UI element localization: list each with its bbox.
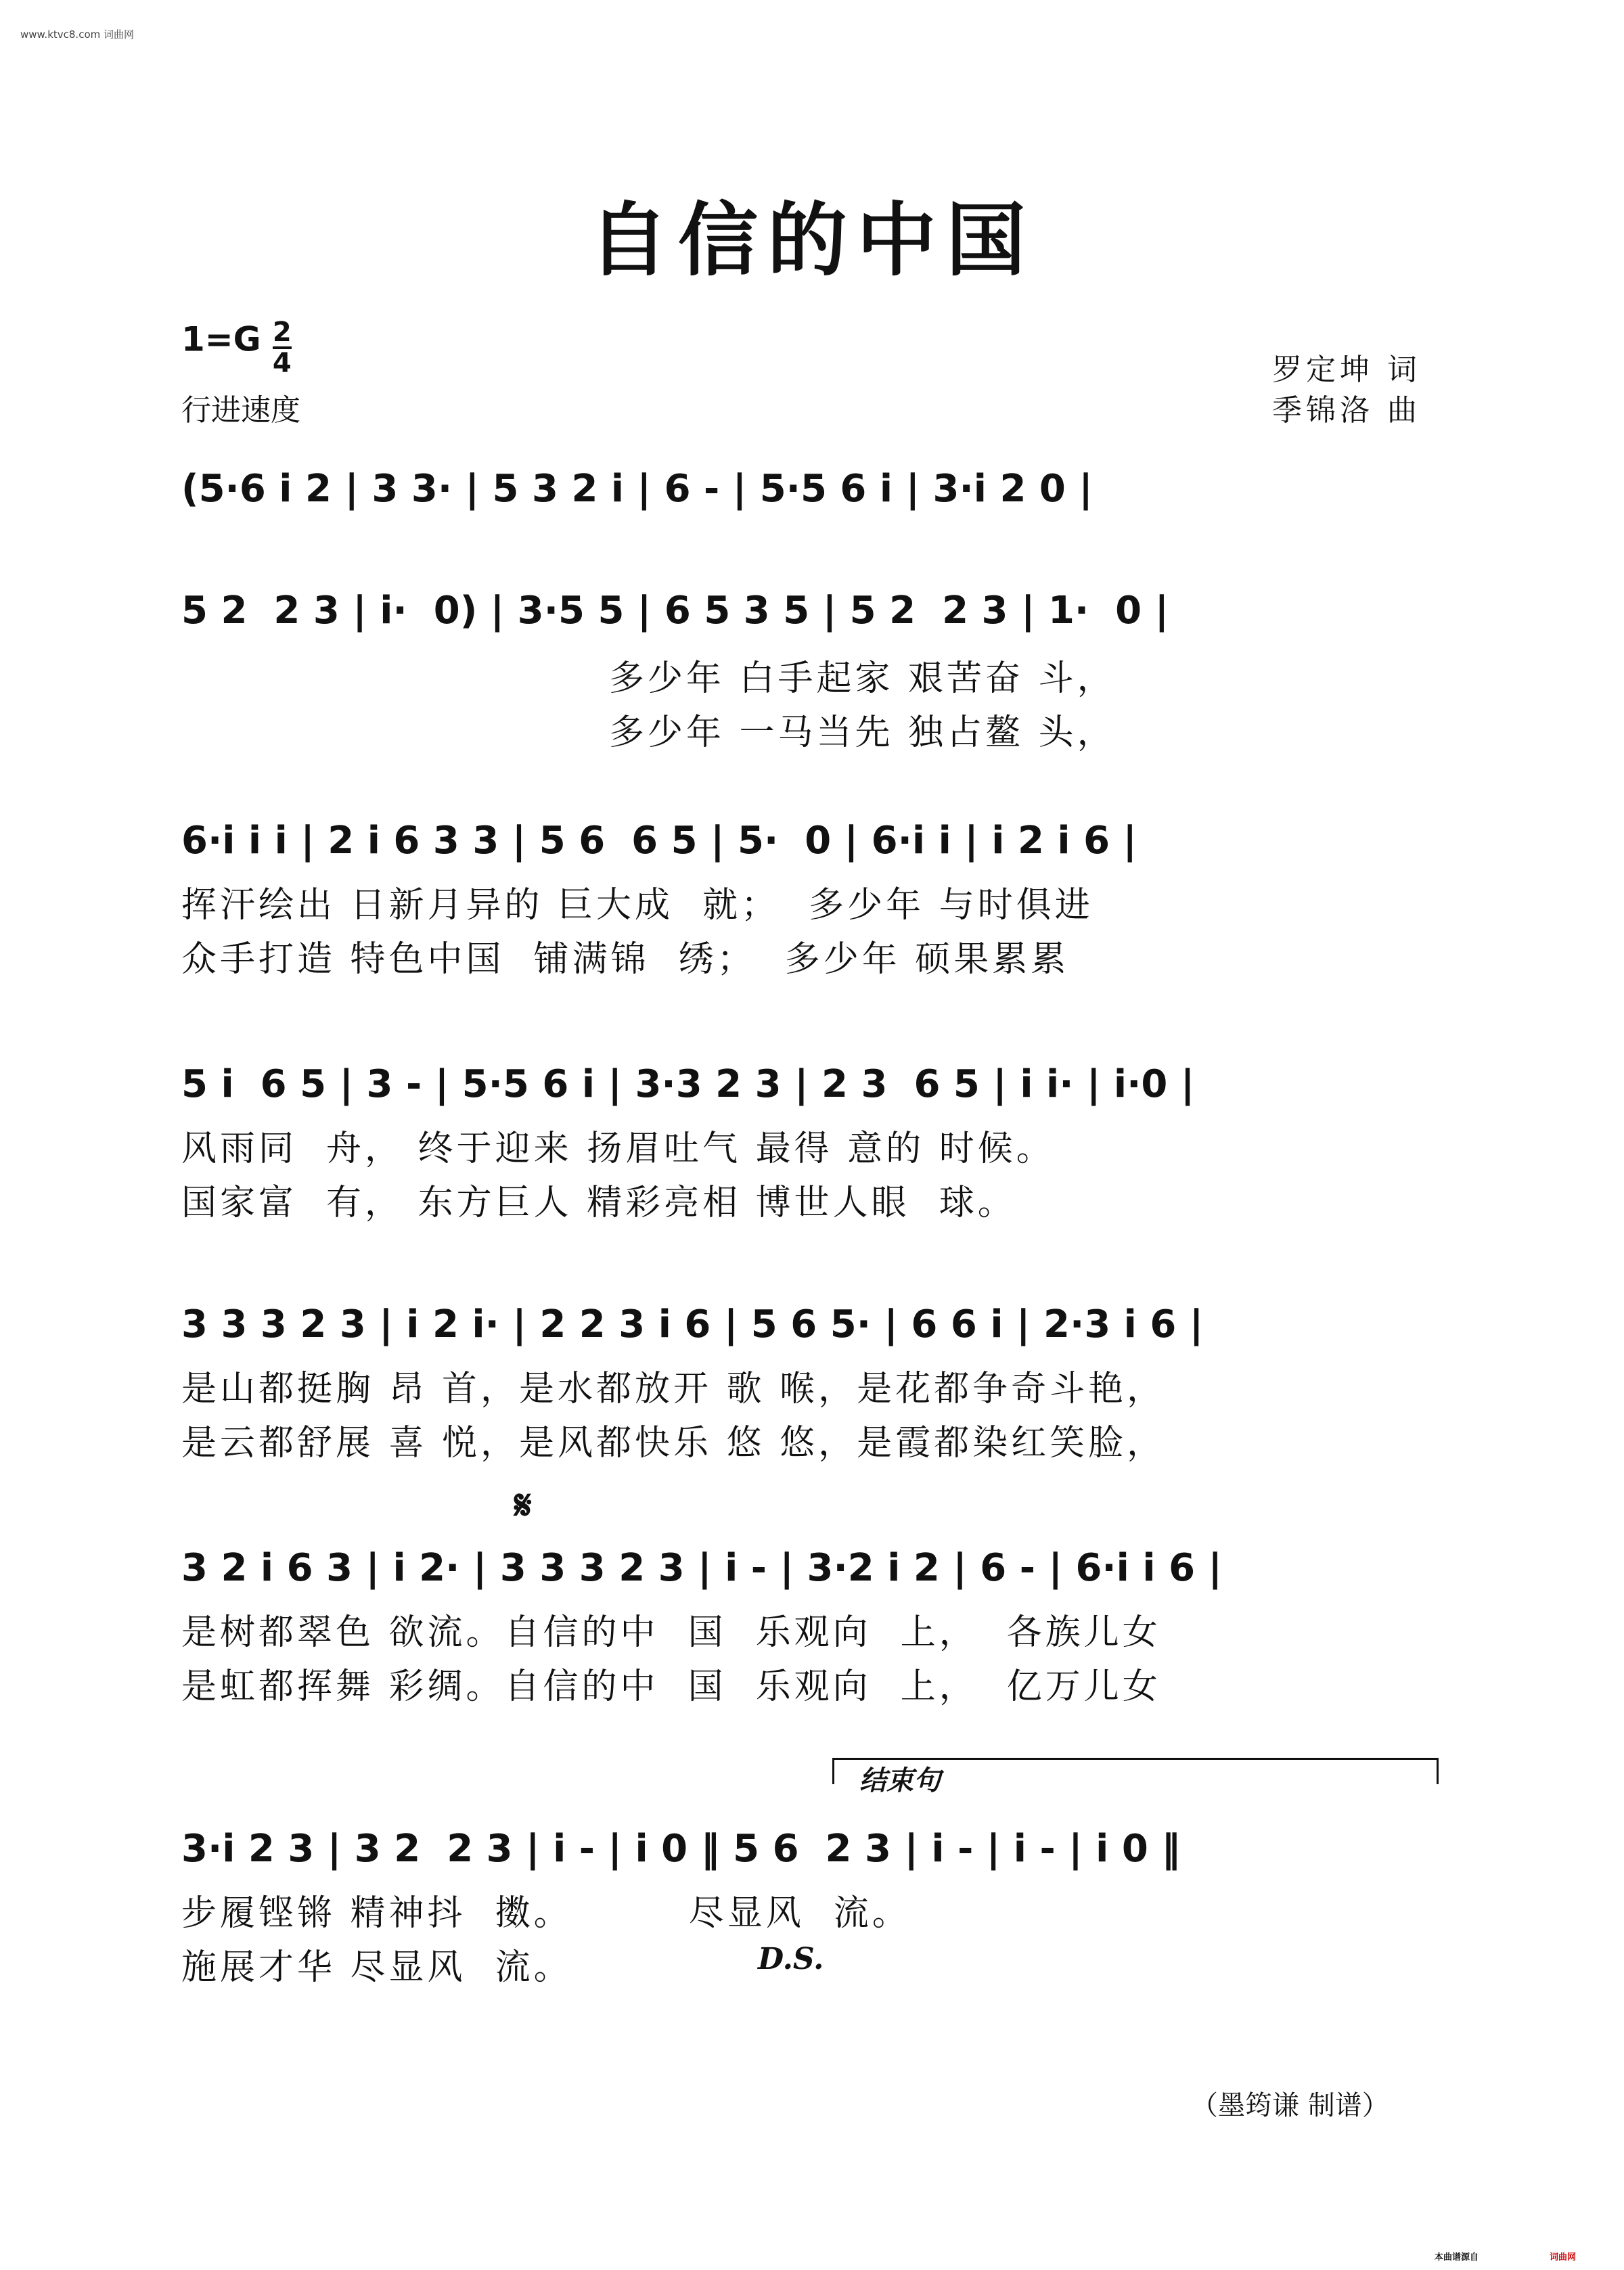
lyric-line-5a: 是山都挺胸 昂 首，是水都放开 歌 喉，是花都争奇斗艳， <box>181 1369 1166 1409</box>
lyric-line-4b: 国家富 有， 东方巨人 精彩亮相 博世人眼 球。 <box>181 1183 1016 1223</box>
lyric-line-4a: 风雨同 舟， 终于迎来 扬眉吐气 最得 意的 时候。 <box>181 1129 1055 1169</box>
arranger-credit: （墨筠谦 制谱） <box>1191 2090 1389 2121</box>
footer-site[interactable]: 词曲网 <box>1550 2252 1577 2263</box>
time-signature <box>273 318 292 378</box>
page-title: 自信的中国 <box>588 193 1035 287</box>
composer-credit: 季锦洛 曲 <box>1272 393 1421 428</box>
notation-line-4: 5 i 6 5 | 3 - | 5·5 6 i | 3·3 2 3 | 2 3 6 5 | i i· | i·0 | <box>181 1062 1195 1106</box>
right-margin-strip <box>1601 0 1619 2270</box>
lyric-line-2a: 多少年 白手起家 艰苦奋 斗， <box>609 658 1116 699</box>
segno-sign: 𝄋 <box>514 1482 532 1529</box>
key-signature <box>181 318 292 378</box>
lyric-line-2b: 多少年 一马当先 独占鳌 头， <box>609 712 1116 753</box>
notation-line-7: 3·i 2 3 | 3 2 2 3 | i - | i 0 ‖ 5 6 2 3 | i - | i - | i 0 ‖ <box>181 1827 1181 1871</box>
tempo-marking: 行进速度 <box>181 393 300 428</box>
time-signature-bottom: 4 <box>272 348 292 379</box>
time-signature-top: 2 <box>272 317 292 348</box>
left-margin-strip <box>5 0 23 2270</box>
lyric-line-7b: 施展才华 尽显风 流。 <box>181 1947 572 1988</box>
ending-label: 结束句 <box>859 1765 941 1796</box>
ds-marking: D.S. <box>758 1942 824 1976</box>
footer-source: 本曲谱源自 <box>1435 2252 1479 2263</box>
key-label: 1=G <box>181 319 261 359</box>
lyricist-credit: 罗定坤 词 <box>1272 353 1421 387</box>
site-link[interactable]: www.ktvc8.com 词曲网 <box>20 28 135 41</box>
lyric-line-3b: 众手打造 特色中国 铺满锦 绣； 多少年 硕果累累 <box>181 939 1070 980</box>
lyric-line-6b: 是虹都挥舞 彩绸。自信的中 国 乐观向 上， 亿万儿女 <box>181 1666 1161 1707</box>
lyric-line-3a: 挥汗绘出 日新月异的 巨大成 就； 多少年 与时俱进 <box>181 885 1093 926</box>
notation-line-3: 6·i i i | 2 i 6 3 3 | 5 6 6 5 | 5· 0 | 6·i i | i 2 i 6 | <box>181 819 1137 863</box>
lyric-line-7a: 步履铿锵 精神抖 擞。 尽显风 流。 <box>181 1893 911 1934</box>
lyric-line-6a: 是树都翠色 欲流。自信的中 国 乐观向 上， 各族儿女 <box>181 1612 1161 1653</box>
notation-line-1: (5·6 i 2 | 3 3· | 5 3 2 i | 6 - | 5·5 6 i | 3·i 2 0 | <box>181 467 1093 511</box>
lyric-line-5b: 是云都舒展 喜 悦，是风都快乐 悠 悠，是霞都染红笑脸， <box>181 1423 1166 1463</box>
notation-line-6: 3 2 i 6 3 | i 2· | 3 3 3 2 3 | i - | 3·2 i 2 | 6 - | 6·i i 6 | <box>181 1546 1222 1590</box>
notation-line-2: 5 2 2 3 | i· 0) | 3·5 5 | 6 5 3 5 | 5 2 2 3 | 1· 0 | <box>181 589 1169 633</box>
notation-line-5: 3 3 3 2 3 | i 2 i· | 2 2 3 i 6 | 5 6 5· | 6 6 i | 2·3 i 6 | <box>181 1302 1204 1346</box>
